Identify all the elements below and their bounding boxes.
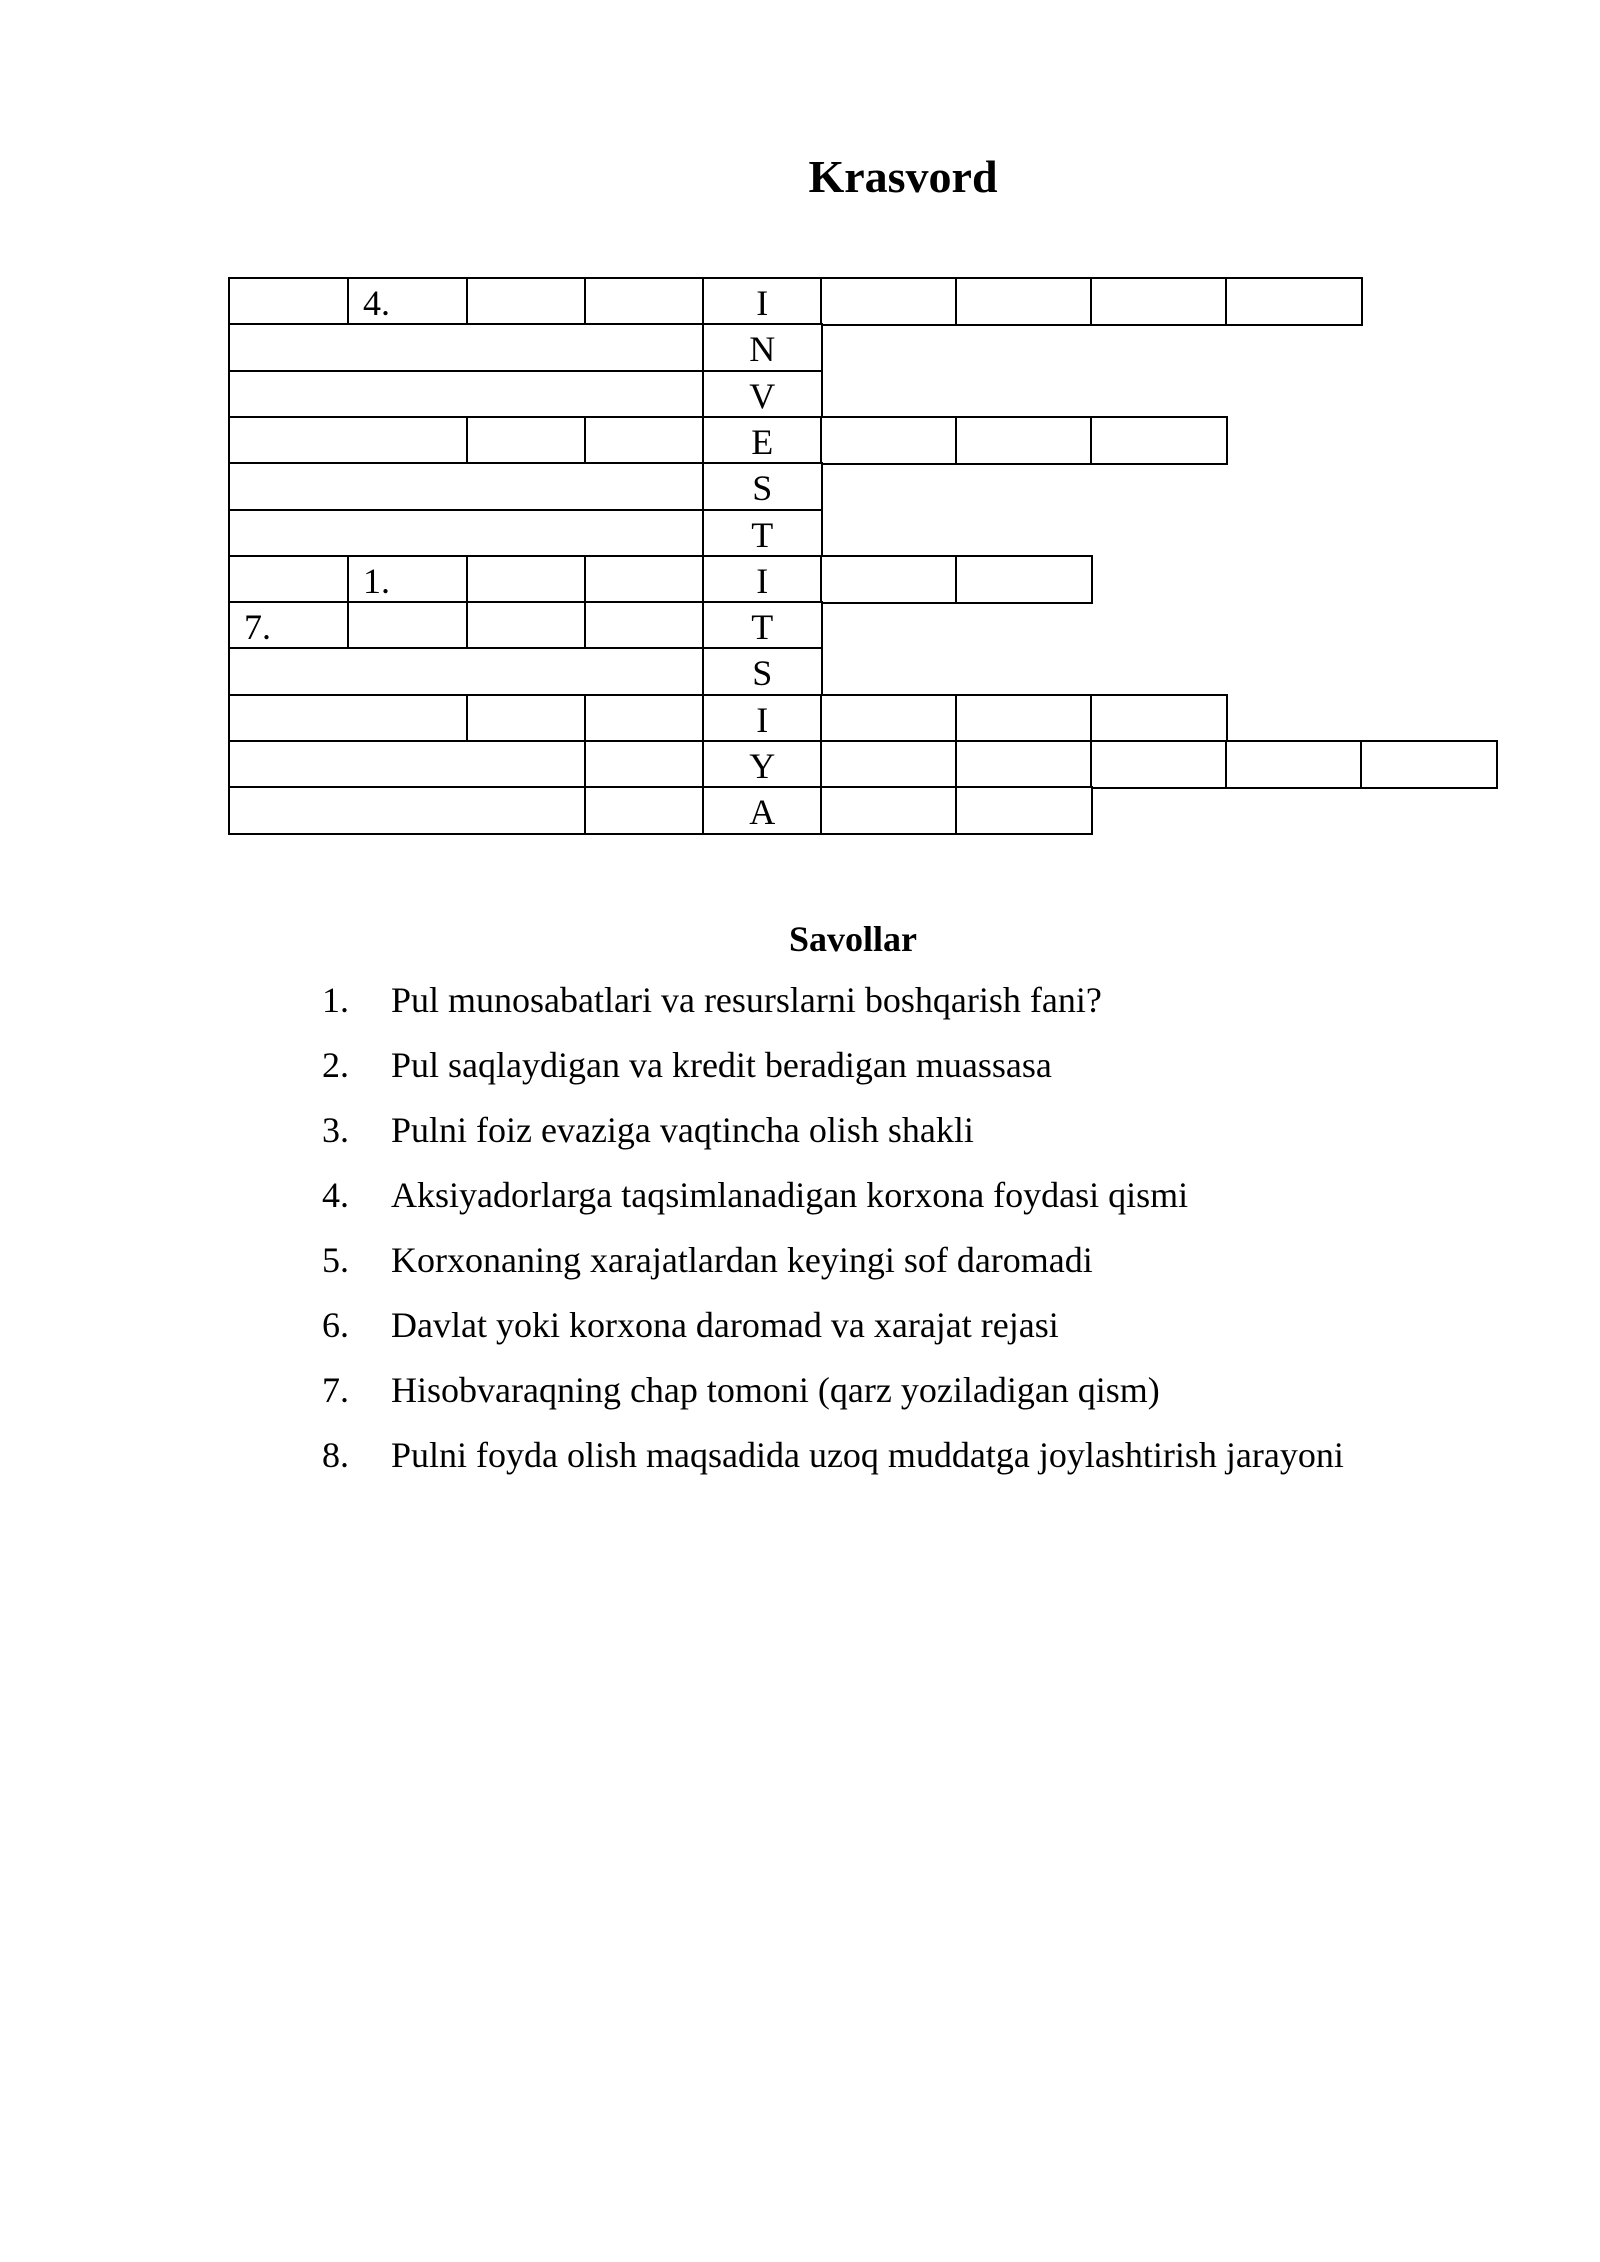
- crossword-cell: [228, 601, 350, 650]
- crossword-cell: [702, 694, 823, 743]
- crossword-cell: [584, 555, 705, 604]
- crossword-cell: [466, 694, 587, 743]
- question-item: [0, 1305, 1600, 1370]
- question-number: 5.: [322, 1240, 349, 1280]
- crossword-cell: [584, 416, 705, 465]
- question-number: 7.: [322, 1370, 349, 1410]
- crossword-cell: [228, 462, 705, 511]
- crossword-cell: [347, 555, 469, 604]
- question-item: [0, 980, 1600, 1045]
- crossword-cell: [1090, 694, 1228, 743]
- crossword-cell: [955, 277, 1093, 326]
- crossword-cell: [584, 601, 705, 650]
- crossword-cell: [466, 601, 587, 650]
- question-number: 3.: [322, 1110, 349, 1150]
- crossword-letter: T: [751, 607, 774, 648]
- question-text: Aksiyadorlarga taqsimlanadigan korxona foydasi qismi: [391, 1175, 1189, 1215]
- question-text: Hisobvaraqning chap tomoni (qarz yoziladigan qism): [391, 1370, 1160, 1410]
- question-text: Pul saqlaydigan va kredit beradigan muassasa: [391, 1045, 1052, 1085]
- question-item: [0, 1435, 1600, 1500]
- clue-number: 1.: [363, 560, 390, 601]
- question-number: 6.: [322, 1305, 349, 1345]
- crossword-cell: [584, 740, 705, 789]
- crossword-cell: [955, 416, 1093, 465]
- question-text: Pulni foiz evaziga vaqtincha olish shakli: [391, 1110, 974, 1150]
- crossword-cell: [228, 416, 469, 465]
- crossword-cell: [228, 694, 469, 743]
- question-item: [0, 1175, 1600, 1240]
- crossword-cell: [1225, 740, 1363, 789]
- crossword-cell: [228, 323, 705, 372]
- question-item: [0, 1240, 1600, 1305]
- crossword-cell: [228, 786, 587, 835]
- crossword-letter: I: [756, 283, 769, 323]
- crossword-letter: N: [749, 329, 776, 370]
- questions-list: [0, 980, 1600, 1500]
- question-text: Korxonaning xarajatlardan keyingi sof daromadi: [391, 1240, 1093, 1280]
- crossword-cell: [584, 786, 705, 835]
- question-text: Davlat yoki korxona daromad va xarajat rejasi: [391, 1305, 1059, 1345]
- question-item: [0, 1045, 1600, 1110]
- crossword-cell: [466, 555, 587, 604]
- question-number: 2.: [322, 1045, 349, 1085]
- crossword-letter: A: [749, 792, 776, 833]
- crossword-cell: [820, 277, 958, 326]
- crossword-cell: [228, 740, 587, 789]
- crossword-grid: [0, 0, 1600, 900]
- crossword-cell: [702, 647, 823, 696]
- crossword-letter: S: [752, 653, 773, 694]
- question-text: Pulni foyda olish maqsadida uzoq muddatga joylashtirish jarayoni: [391, 1435, 1344, 1475]
- crossword-cell: [820, 740, 958, 789]
- crossword-cell: [702, 323, 823, 372]
- clue-number: 4.: [363, 283, 390, 323]
- crossword-cell: [820, 786, 958, 835]
- crossword-cell: [1090, 277, 1228, 326]
- crossword-cell: [702, 740, 823, 789]
- question-number: 1.: [322, 980, 349, 1020]
- crossword-cell: [1090, 416, 1228, 465]
- crossword-letter: E: [751, 421, 774, 462]
- crossword-cell: [347, 277, 469, 326]
- crossword-cell: [228, 555, 350, 604]
- crossword-cell: [955, 740, 1093, 789]
- crossword-cell: [1090, 740, 1228, 789]
- crossword-letter: I: [756, 699, 769, 740]
- crossword-cell: [702, 277, 823, 326]
- crossword-cell: [702, 509, 823, 558]
- crossword-cell: [820, 416, 958, 465]
- crossword-cell: [228, 277, 350, 326]
- crossword-cell: [702, 555, 823, 604]
- question-text: Pul munosabatlari va resurslarni boshqarish fani?: [391, 980, 1102, 1020]
- clue-number: 7.: [244, 607, 271, 648]
- crossword-letter: Y: [749, 746, 776, 786]
- crossword-cell: [702, 601, 823, 650]
- crossword-cell: [820, 555, 958, 604]
- crossword-letter: T: [751, 514, 774, 555]
- question-number: 4.: [322, 1175, 349, 1215]
- crossword-cell: [347, 601, 469, 650]
- crossword-cell: [1225, 277, 1363, 326]
- crossword-cell: [466, 416, 587, 465]
- crossword-cell: [1360, 740, 1498, 789]
- crossword-cell: [702, 786, 823, 835]
- crossword-cell: [955, 786, 1093, 835]
- crossword-cell: [702, 370, 823, 419]
- crossword-letter: V: [749, 375, 776, 416]
- crossword-cell: [228, 370, 705, 419]
- page-title: Krasvord: [808, 151, 998, 202]
- crossword-cell: [955, 555, 1093, 604]
- crossword-cell: [228, 647, 705, 696]
- crossword-cell: [820, 694, 958, 743]
- crossword-letter: I: [756, 560, 769, 601]
- crossword-cell: [702, 416, 823, 465]
- crossword-cell: [584, 277, 705, 326]
- questions-title: Savollar: [788, 919, 917, 959]
- crossword-letter: S: [752, 468, 773, 509]
- crossword-cell: [228, 509, 705, 558]
- crossword-cell: [584, 694, 705, 743]
- question-number: 8.: [322, 1435, 349, 1475]
- crossword-cell: [466, 277, 587, 326]
- question-item: [0, 1110, 1600, 1175]
- crossword-cell: [955, 694, 1093, 743]
- crossword-cell: [702, 462, 823, 511]
- question-item: [0, 1370, 1600, 1435]
